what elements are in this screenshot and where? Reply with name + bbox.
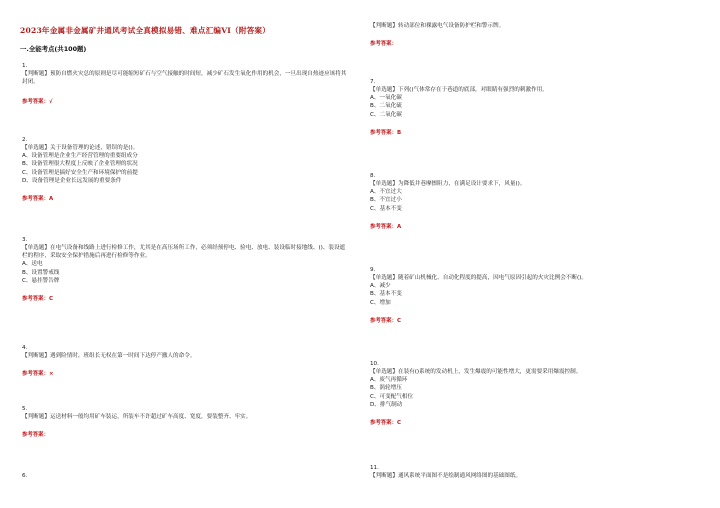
- question-text: 【判断题】预防自燃火灾总的原则是尽可能缩短矿石与空气接触的时间短，减少矿石发生氧化作用的机会，一旦出现自热迹应该将其封闭。: [22, 71, 347, 86]
- question-text: 【单选题】关于设备管理的论述，错误的是()。: [22, 145, 139, 151]
- answer-line: 参考答案：C: [22, 296, 53, 303]
- answer-value: B: [396, 129, 402, 136]
- question-number: 6.: [22, 473, 28, 479]
- answer-line: 参考答案：A: [22, 196, 54, 203]
- option: A、不宜过大: [370, 189, 402, 196]
- option: D、排气制动: [370, 401, 403, 408]
- question-text: 【单选题】在装有()系统的发动机上，发生爆震的可能性增大，更需要采用爆震控制。: [370, 369, 582, 375]
- question-text: 【判断题】通风系统平面图不是绘制通风网络图的基础图纸。: [370, 473, 522, 479]
- answer-line: 参考答案：√: [22, 99, 53, 106]
- option: B、二氧化硫: [370, 103, 402, 110]
- question-10: [370, 360, 700, 427]
- option: B、基本不变: [370, 291, 402, 298]
- option: C、设备管理是搞好安全生产和环境保护的前提: [22, 169, 138, 176]
- question-text: 【单选题】随着矿山机械化、自动化程度的提高，因电气原因引起的火灾比例会不断()。: [370, 275, 587, 281]
- option: A、设备管理是企业生产经营管理的重要组成分: [22, 153, 138, 160]
- question-text: 【单选题】在电气设备和线路上进行检修工作，尤其是在高压场所工作，必须经预停电、验电、放电、装设临时接地线、()、装设遮栏的程序，采取安全保护措施后再进行检修等作业。: [22, 245, 346, 260]
- question-text: 【单选题】为降低井巷摩擦阻力，在满足设计要求下，风量()。: [370, 181, 526, 187]
- answer-line: 参考答案：B: [370, 129, 402, 136]
- question-5: [22, 405, 348, 439]
- document-title: 2023年金属非金属矿井通风考试全真模拟易错、难点汇编VI（附答案）: [20, 26, 271, 35]
- question-text: 【判断题】遇到险情时，班组长无权在第一时间下达停产撤人的命令。: [22, 353, 196, 359]
- question-number: 9.: [370, 267, 376, 273]
- answer-line: 参考答案：×: [22, 371, 54, 378]
- question-text: 【单选题】下列()气体常存在于巷道的底部，对眼睛有强烈的刺激作用。: [370, 87, 548, 93]
- option: C、增加: [370, 299, 391, 306]
- option: A、废气再循环: [370, 377, 408, 384]
- option: A、减少: [370, 283, 391, 290]
- question-number: 10.: [370, 361, 379, 367]
- question-number: 5.: [22, 406, 28, 412]
- answer-value: C: [396, 420, 401, 427]
- question-number: 11.: [370, 465, 379, 471]
- option: C、基本不变: [370, 205, 402, 212]
- option: A、一氧化碳: [370, 95, 402, 102]
- answer-value: √: [48, 99, 53, 106]
- question-text: 【判断题】转动部位和裸露电气设备防护栏和警示牌。: [370, 23, 505, 29]
- question-3: [22, 236, 348, 303]
- question-11: [370, 464, 700, 480]
- question-number: 2.: [22, 137, 28, 143]
- option: C、可变配气相位: [370, 393, 414, 400]
- question-number: 8.: [370, 173, 376, 179]
- answer-value: A: [396, 223, 402, 230]
- question-text: 【判断题】运送材料一般均用矿车装运，所装车不许超过矿车高度、宽度，要装整齐、牢实。: [22, 414, 252, 420]
- question-9: [370, 266, 700, 325]
- answer-line: 参考答案：: [370, 41, 397, 48]
- question-8: [370, 172, 700, 231]
- question-6-continued: [370, 22, 700, 48]
- section-heading: 一.全能考点(共100题): [20, 45, 87, 53]
- option: D、设备管理是企业长远发展的重要条件: [22, 177, 122, 184]
- answer-line: 参考答案：C: [370, 317, 401, 324]
- question-7: [370, 78, 700, 137]
- answer-value: C: [396, 317, 401, 324]
- question-2: [22, 136, 348, 203]
- answer-line: 参考答案：: [22, 432, 49, 439]
- option: B、设置警戒线: [22, 269, 60, 276]
- question-6: [22, 472, 348, 480]
- question-1: [22, 62, 348, 107]
- question-4: [22, 344, 348, 378]
- option: B、设备管理很大程度上反映了企业管理的状况: [22, 161, 138, 168]
- answer-value: A: [48, 196, 54, 203]
- answer-value: C: [48, 296, 53, 303]
- question-number: 4.: [22, 345, 28, 351]
- answer-value: ×: [48, 371, 54, 378]
- option: B、不宜过小: [370, 197, 402, 204]
- question-number: 7.: [370, 79, 376, 85]
- answer-line: 参考答案：A: [370, 223, 402, 230]
- option: B、涡轮增压: [370, 385, 402, 392]
- question-number: 3.: [22, 237, 28, 243]
- option: C、悬挂警告牌: [22, 277, 60, 284]
- question-number: 1.: [22, 63, 28, 69]
- option: A、送电: [22, 261, 43, 268]
- option: C、二氧化碳: [370, 111, 402, 118]
- answer-line: 参考答案：C: [370, 420, 401, 427]
